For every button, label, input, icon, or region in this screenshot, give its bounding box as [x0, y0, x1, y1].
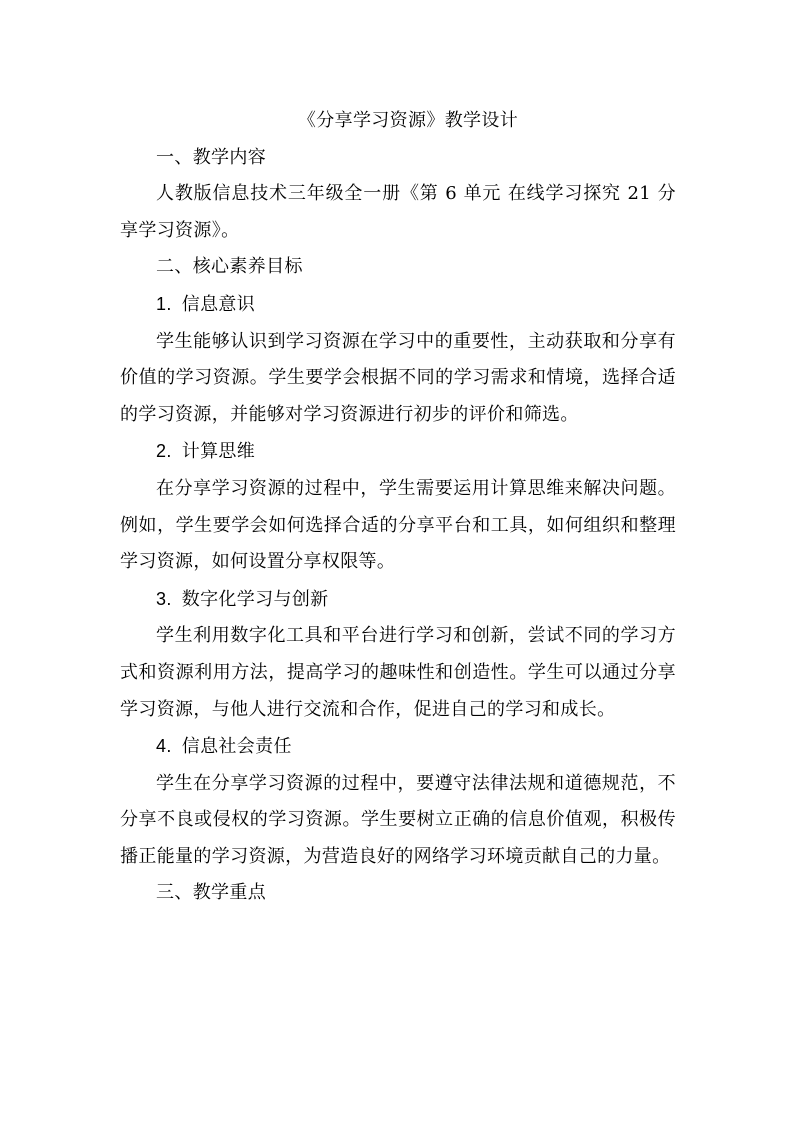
goal-body-computational-thinking: 在分享学习资源的过程中，学生需要运用计算思维来解决问题。例如，学生要学会如何选择合适的分享平台和工具，如何组织和整理学习资源，如何设置分享权限等。: [120, 477, 676, 573]
document-title: 《分享学习资源》教学设计: [297, 110, 519, 131]
goal-heading-social-responsibility: [120, 728, 676, 766]
goal-number: 2.: [156, 441, 172, 462]
goal-title: 信息社会责任: [181, 736, 292, 758]
section-heading-core-goals: 二、核心素养目标: [156, 256, 303, 278]
goal-heading-digital-learning: [120, 581, 676, 619]
section-heading-teaching-focus: 三、教学重点: [156, 882, 267, 904]
goal-heading-information-awareness: [120, 286, 676, 324]
section-body-teaching-content: 人教版信息技术三年级全一册《第 6 单元 在线学习探究 21 分享学习资源》。: [120, 183, 676, 241]
goal-number: 4.: [156, 736, 172, 757]
goal-body-social-responsibility: 学生在分享学习资源的过程中，要遵守法律法规和道德规范，不分享不良或侵权的学习资源。学生要树立正确的信息价值观，积极传播正能量的学习资源，为营造良好的网络学习环境贡献自己的力量。: [120, 772, 676, 867]
goal-body-digital-learning: 学生利用数字化工具和平台进行学习和创新，尝试不同的学习方式和资源利用方法，提高学习的趣味性和创造性。学生可以通过分享学习资源，与他人进行交流和合作，促进自己的学习和成长。: [120, 625, 676, 720]
goal-title: 信息意识: [181, 293, 256, 315]
goal-body-information-awareness: 学生能够认识到学习资源在学习中的重要性，主动获取和分享有价值的学习资源。学生要学会根据不同的学习需求和情境，选择合适的学习资源，并能够对学习资源进行初步的评价和筛选。: [120, 330, 676, 425]
goal-title: 数字化学习与创新: [181, 588, 329, 610]
goal-title: 计算思维: [181, 441, 256, 463]
goal-number: 1.: [156, 293, 172, 314]
goal-number: 3.: [156, 588, 172, 609]
goal-heading-computational-thinking: [120, 433, 676, 471]
document-content: [120, 103, 676, 912]
section-heading-teaching-content: 一、教学内容: [156, 146, 267, 168]
